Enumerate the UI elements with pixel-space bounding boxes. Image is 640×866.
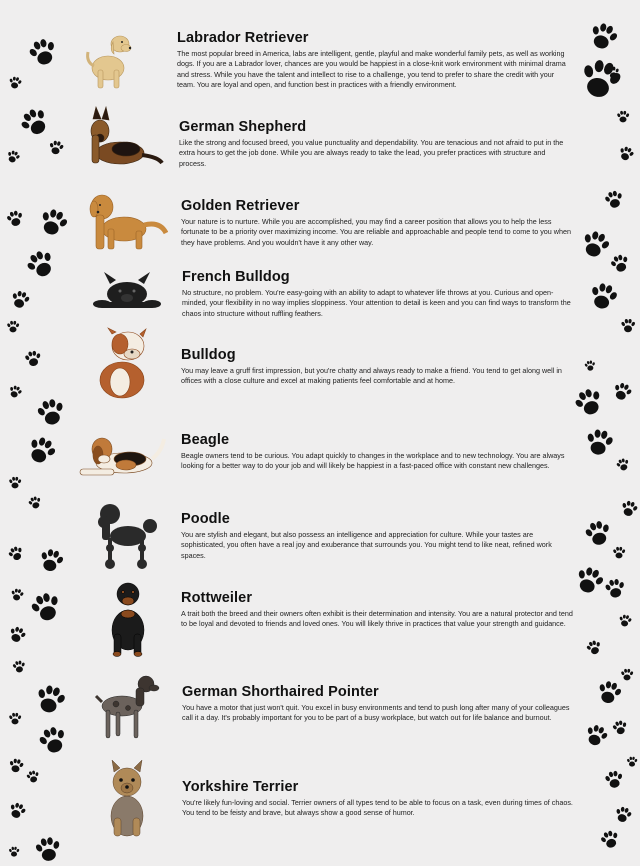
paw-print-icon [609, 379, 635, 405]
breed-description: No structure, no problem. You're easy-going with an ability to adapt to whatever life throws at you. Curious and open-minded, your flexibility in no way implies sloppiness. Your attention to detail is keen and you can find ways to transform the chaos into structure without ruffling feathers. [182, 288, 571, 318]
paw-print-icon [620, 318, 636, 334]
bulldog-icon [92, 326, 152, 402]
paw-print-icon [617, 613, 633, 629]
paw-print-icon [47, 139, 66, 158]
paw-print-icon [612, 546, 626, 560]
german-shepherd-icon [78, 105, 166, 171]
breed-name: Beagle [181, 432, 230, 448]
paw-print-icon [32, 834, 64, 866]
yorkshire-terrier-icon [102, 758, 152, 838]
paw-print-icon [33, 395, 70, 432]
paw-print-icon [616, 144, 637, 165]
paw-print-icon [569, 383, 609, 423]
paw-print-icon [11, 659, 27, 675]
rottweiler-icon [106, 578, 150, 658]
paw-print-icon [618, 498, 640, 520]
breed-description: Like the strong and focused breed, you value punctuality and dependability. You are tenacious and not afraid to put in the extra hours to get the job done. While you are always ready to take the lead, you prefer practices with structure and process. [179, 138, 564, 168]
breed-name: Golden Retriever [181, 198, 300, 214]
breed-name: Rottweiler [181, 590, 253, 606]
breed-description: Beagle owners tend to be curious. You adapt quickly to changes in the workplace and to new technology. You are always looking for a better way to do your job and will likely be happiest in a fast-paced office with constant new challenges. [181, 451, 565, 471]
paw-print-icon [620, 668, 634, 682]
paw-print-icon [614, 456, 632, 474]
paw-print-icon [5, 799, 28, 822]
paw-print-icon [26, 494, 44, 512]
breed-description: You have a motor that just won't quit. You excel in busy environments and tend to push long after many of your colleagues call it a day. It's probably important for you to be part of a busy workplace, but watch out for life balance and burnout. [182, 703, 570, 723]
breed-description: You may leave a gruff first impression, but you're chatty and always ready to make a friend. You tend to get along well in offices with a close culture and excel at making patients feel comfortable and at home. [181, 366, 562, 386]
pointer-icon [94, 670, 160, 740]
paw-print-icon [582, 426, 617, 461]
breed-description: Your nature is to nurture. While you are accomplished, you may find a career position that allows you to help the less fortunate to be a priority over maximizing income. You are reliable and approachable and people tend to come to you when they have problems. And you wouldn't have it any other way. [181, 217, 571, 247]
paw-print-icon [8, 288, 32, 312]
golden-retriever-icon [84, 185, 168, 255]
paw-print-icon [6, 320, 20, 334]
poodle-icon [88, 498, 166, 572]
paw-print-icon [8, 846, 20, 858]
paw-print-icon [25, 587, 66, 628]
paw-print-icon [5, 623, 28, 646]
paw-print-icon [21, 431, 61, 471]
paw-print-icon [581, 721, 612, 752]
paw-print-icon [21, 245, 62, 286]
breed-description: You are stylish and elegant, but also possess an intelligence and appreciation for culture. While your tastes are sophisticated, you often have a real joy and exuberance that surrounds you. You might tend to like neat, refined work spaces. [181, 530, 552, 560]
breed-name: Bulldog [181, 347, 236, 363]
breed-name: Yorkshire Terrier [182, 779, 299, 795]
paw-print-icon [14, 102, 56, 144]
breed-name: German Shepherd [179, 119, 307, 135]
paw-print-icon [602, 576, 627, 601]
breed-description: The most popular breed in America, labs are intelligent, gentle, playful and make wonderful family pets, as well as working dogs. If you are a Labrador lover, chances are you would be happiest in a close-knit work environment with minimal drama and stress. While you have the talent and intellect to rise to a challenge, you tend to prefer to share the credit with your team. You are loyal and open, and function best in practices with a friendly environment. [177, 49, 566, 90]
paw-print-icon [7, 757, 26, 776]
paw-print-icon [616, 110, 630, 124]
paw-print-icon [607, 251, 633, 277]
paw-print-icon [4, 148, 22, 166]
paw-print-icon [34, 722, 72, 760]
paw-print-icon [4, 208, 26, 230]
paw-print-icon [6, 383, 24, 401]
paw-print-icon [612, 804, 634, 826]
paw-print-icon [597, 827, 623, 853]
paw-print-icon [8, 712, 22, 726]
paw-print-icon [585, 279, 622, 316]
paw-print-icon [584, 18, 622, 56]
paw-print-icon [602, 768, 625, 791]
breed-name: Labrador Retriever [177, 30, 309, 46]
breed-name: German Shorthaired Pointer [182, 684, 379, 700]
paw-print-icon [5, 543, 26, 564]
breed-name: French Bulldog [182, 269, 290, 285]
paw-print-icon [8, 476, 22, 490]
paw-print-icon [35, 545, 67, 577]
paw-print-icon [9, 587, 25, 603]
breed-description: A trait both the breed and their owners often exhibit is their determination and intensity. You are a natural protector and tend to be loyal and devoted to friends and loved ones. You will likely thrive in practices that value your strength and guidance. [181, 609, 573, 629]
paw-print-icon [24, 34, 62, 72]
labrador-icon [82, 22, 142, 92]
paw-print-icon [24, 768, 41, 785]
paw-print-icon [34, 204, 72, 242]
paw-print-icon [610, 718, 630, 738]
paw-print-icon [573, 53, 627, 107]
paw-print-icon [30, 680, 69, 719]
paw-print-icon [23, 349, 44, 370]
paw-print-icon [626, 756, 638, 768]
paw-print-icon [584, 638, 605, 659]
paw-print-icon [583, 359, 597, 373]
breed-name: Poodle [181, 511, 230, 527]
paw-print-icon [581, 517, 615, 551]
paw-print-icon [602, 188, 626, 212]
breed-description: You're likely fun-loving and social. Terrier owners of all types tend to be able to focus on a task, even during times of chaos. You tend to be feisty and brave, but always show a good sense of humor. [182, 798, 573, 818]
paw-print-icon [7, 75, 23, 91]
french-bulldog-icon [92, 270, 162, 310]
beagle-icon [74, 427, 166, 483]
paw-print-icon [593, 677, 625, 709]
